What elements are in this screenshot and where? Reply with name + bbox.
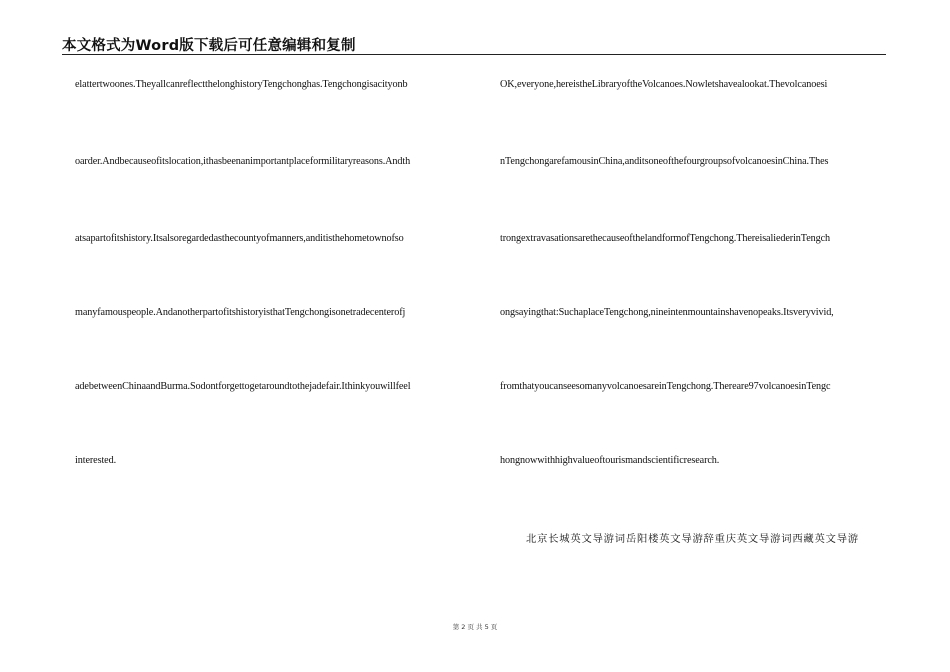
paragraph-line: hongnowwithhighvalueoftourismandscientificresearch. [500, 455, 720, 466]
document-header [62, 34, 886, 55]
paragraph-line: OK,everyone,hereistheLibraryoftheVolcanoes.Nowletshavealookat.Thevolcanoesi [500, 79, 828, 90]
paragraph-line: adebetweenChinaandBurma.Sodontforgettogetaroundtothejadefair.Ithinkyouwillfeel [75, 381, 411, 392]
paragraph-line: ongsayingthat:SuchaplaceTengchong,nineintenmountainshavenopeaks.Itsveryvivid, [500, 307, 834, 318]
paragraph-line: nTengchongarefamousinChina,anditsoneofthefourgroupsofvolcanoesinChina.Thes [500, 156, 829, 167]
related-links[interactable]: 北京长城英文导游词岳阳楼英文导游辞重庆英文导游词西藏英文导游 [526, 533, 859, 545]
page-number: 第 2 页 共 5 页 [452, 623, 498, 631]
paragraph-line: oarder.Andbecauseofitslocation,ithasbeenanimportantplaceformilitaryreasons.Andth [75, 156, 411, 167]
header-title: 本文格式为Word版下载后可任意编辑和复制 [62, 38, 356, 54]
paragraph-line: manyfamouspeople.AndanotherpartofitshistoryisthatTengchongisonetradecenterofj [75, 307, 406, 318]
paragraph-line: trongextravasationsarethecauseofthelandformofTengchong.ThereisaliederinTengch [500, 233, 831, 244]
paragraph-line: atsapartofitshistory.Itsalsoregardedasthecountyofmanners,anditisthehometownofso [75, 233, 404, 244]
paragraph-line: interested. [75, 455, 117, 466]
paragraph-line: fromthatyoucanseesomanyvolcanoesareinTengchong.Thereare97volcanoesinTengc [500, 381, 831, 392]
paragraph-line: elattertwoones.TheyallcanreflectthelonghistoryTengchonghas.Tengchongisacityonb [75, 79, 408, 90]
